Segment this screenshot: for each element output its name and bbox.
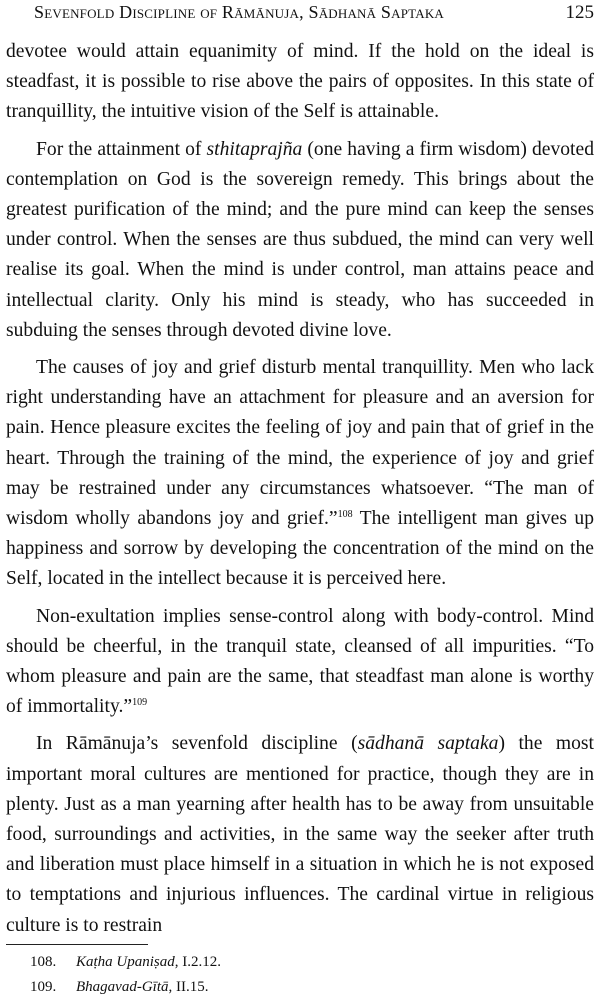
- paragraph-2: [6, 135, 594, 346]
- footnote-109: [30, 975, 594, 1000]
- footnote-108: [30, 950, 594, 975]
- footnote-location: , I.2.12.: [174, 954, 222, 970]
- paragraph-4: [6, 602, 594, 723]
- paragraph-3-text-b: The intelligent man gives up happiness and sorrow by developing the concentration of the mind on the Self, located in the intellect because it is perceived here.: [6, 508, 594, 590]
- running-title: Sevenfold Discipline of Rāmānuja, Sādhanā Saptaka: [34, 2, 445, 22]
- footnote-ref-109: 109: [132, 697, 148, 709]
- footnote-location: , II.15.: [168, 979, 209, 995]
- page-number: 125: [565, 2, 594, 23]
- paragraph-3-text-a: The causes of joy and grief disturb mental tranquillity. Men who lack right understanding have an attachment for pleasure and an aversion for pain. Hence pleasure excites the feeling of joy and pain that of grief in the heart. Through the training of the mind, the experience of joy and grief may be restrained under any circumstances whatsoever. “The man of wisdom wholly abandons joy and grief.”: [6, 357, 594, 530]
- paragraph-4-text: Non-exultation implies sense-control along with body-control. Mind should be cheerful, in the tranquil state, cleansed of all impurities. “To whom pleasure and pain are the same, that steadfast man alone is worthy of immortality.”: [6, 605, 594, 718]
- paragraph-5-text-a: In Rāmānuja’s sevenfold discipline (: [36, 733, 358, 755]
- footnote-source: Kaṭha Upaniṣad: [76, 954, 175, 970]
- footnote-number: 108.: [30, 954, 57, 970]
- footnotes: [30, 950, 594, 1000]
- body-text: [6, 37, 594, 948]
- sanskrit-term: sthitaprajña: [206, 138, 303, 160]
- footnote-ref-108: 108: [337, 509, 353, 521]
- paragraph-1: [6, 37, 594, 128]
- paragraph-3: [6, 353, 594, 595]
- paragraph-2-text-a: For the attainment of: [36, 138, 207, 160]
- paragraph-5-text-b: ) the most important moral cultures are mentioned for practice, though they are in plenty. Just as a man yearning after health has to be away from unsuitable food, surroundings and activities, in the same way the seeker after truth and liberation must place himself in a situation in which he is not exposed to temptations and injurious influences. The cardinal virtue in religious culture is to restrain: [6, 733, 594, 936]
- page-header: [34, 2, 594, 28]
- footnote-number: 109.: [30, 979, 57, 995]
- footnote-source: Bhagavad-Gītā: [76, 979, 169, 995]
- paragraph-2-text-b: (one having a firm wisdom) devoted contemplation on God is the sovereign remedy. This brings about the greatest purification of the mind; and the pure mind can keep the senses under control. When the senses are thus subdued, the mind can very well realise its goal. When the mind is under control, man attains peace and intellectual clarity. Only his mind is steady, who has succeeded in subduing the senses through devoted divine love.: [6, 138, 594, 341]
- sanskrit-term: sādhanā saptaka: [357, 733, 499, 755]
- footnote-divider: [6, 944, 148, 945]
- paragraph-5: [6, 729, 594, 940]
- paragraph-1-text: devotee would attain equanimity of mind. If the hold on the ideal is steadfast, it is possible to rise above the pairs of opposites. In this state of tranquillity, the intuitive vision of the Self is attainable.: [6, 41, 594, 123]
